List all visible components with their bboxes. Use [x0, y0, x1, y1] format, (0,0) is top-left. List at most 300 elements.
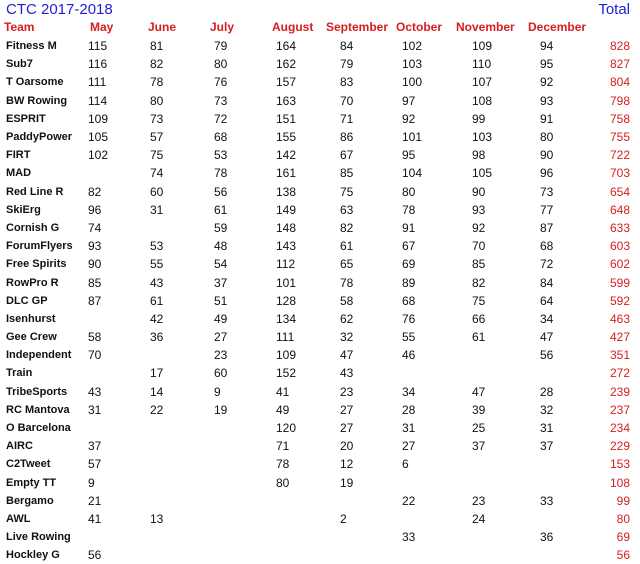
month-score: 73 — [214, 93, 228, 108]
month-score: 48 — [214, 239, 228, 254]
month-score: 82 — [150, 57, 164, 72]
header-month: June — [148, 20, 177, 34]
month-score: 116 — [88, 57, 108, 72]
month-score: 70 — [88, 348, 102, 363]
team-name: O Barcelona — [6, 422, 71, 435]
month-score: 90 — [540, 148, 554, 163]
month-score: 27 — [340, 402, 354, 417]
month-score — [456, 528, 528, 546]
month-score: 55 — [150, 257, 164, 272]
month-score — [528, 510, 588, 528]
team-name: C2Tweet — [6, 458, 51, 471]
month-score: 73 — [540, 184, 554, 199]
month-score: 104 — [402, 166, 423, 181]
month-score — [272, 510, 326, 528]
month-score: 24 — [472, 511, 486, 526]
month-score: 43 — [150, 275, 164, 290]
month-score: 75 — [150, 148, 164, 163]
month-score — [326, 492, 396, 510]
total-score: 229 — [609, 439, 630, 454]
header-month: October — [396, 20, 443, 34]
month-score: 23 — [214, 348, 228, 363]
table-row — [4, 383, 636, 401]
team-name: MAD — [6, 167, 32, 180]
month-score: 58 — [88, 330, 102, 345]
table-row — [4, 183, 636, 201]
month-score: 42 — [150, 311, 164, 326]
month-score: 56 — [88, 548, 102, 563]
table-row — [4, 237, 636, 255]
month-score: 134 — [276, 311, 297, 326]
month-score: 36 — [150, 330, 164, 345]
month-score: 105 — [472, 166, 493, 181]
team-name: Cornish G — [6, 221, 60, 234]
month-score: 86 — [340, 130, 354, 145]
month-score: 148 — [276, 220, 297, 235]
team-name: AWL — [6, 512, 31, 525]
team-name: TribeSports — [6, 385, 68, 398]
team-name: ForumFlyers — [6, 240, 73, 253]
month-score: 80 — [150, 93, 164, 108]
month-score — [456, 346, 528, 364]
header-month: November — [456, 20, 515, 34]
team-name: Empty TT — [6, 476, 57, 489]
month-score: 28 — [402, 402, 416, 417]
month-score — [210, 474, 272, 492]
month-score — [210, 455, 272, 473]
month-score — [148, 474, 210, 492]
month-score: 43 — [340, 366, 354, 381]
month-score: 27 — [340, 421, 354, 436]
month-score: 105 — [88, 130, 109, 145]
month-score: 37 — [540, 439, 554, 454]
month-score — [86, 419, 148, 437]
month-score: 73 — [150, 111, 164, 126]
month-score: 71 — [276, 439, 290, 454]
month-score: 85 — [88, 275, 102, 290]
team-name: ESPRIT — [6, 112, 46, 125]
month-score: 77 — [540, 202, 554, 217]
month-score: 110 — [472, 57, 492, 72]
table-row — [4, 401, 636, 419]
month-score: 84 — [340, 39, 354, 54]
month-score: 19 — [214, 402, 228, 417]
month-score: 87 — [88, 293, 102, 308]
month-score — [272, 528, 326, 546]
table-row — [4, 437, 636, 455]
table-row — [4, 310, 636, 328]
month-score: 20 — [340, 439, 354, 454]
table-row — [4, 492, 636, 510]
total-score: 463 — [609, 311, 630, 326]
header-row — [4, 17, 636, 37]
month-score: 109 — [472, 39, 493, 54]
month-score — [148, 437, 210, 455]
month-score: 53 — [214, 148, 228, 163]
table-row — [4, 55, 636, 73]
month-score: 27 — [402, 439, 416, 454]
header-month: August — [272, 20, 314, 34]
month-score: 93 — [472, 202, 486, 217]
month-score: 143 — [276, 239, 297, 254]
month-score: 31 — [402, 421, 416, 436]
month-score: 85 — [340, 166, 354, 181]
month-score — [210, 510, 272, 528]
team-name: Isenhurst — [6, 312, 56, 325]
month-score: 9 — [214, 384, 221, 399]
month-score — [210, 528, 272, 546]
month-score: 90 — [472, 184, 486, 199]
month-score: 91 — [402, 220, 416, 235]
team-name: Bergamo — [6, 494, 54, 507]
month-score: 27 — [214, 330, 228, 345]
month-score: 93 — [88, 239, 102, 254]
month-score: 112 — [276, 257, 296, 272]
month-score: 22 — [150, 402, 164, 417]
month-score: 23 — [472, 493, 486, 508]
table-row — [4, 455, 636, 473]
month-score: 59 — [214, 220, 228, 235]
month-score: 157 — [276, 75, 297, 90]
month-score: 102 — [88, 148, 109, 163]
month-score: 71 — [340, 111, 354, 126]
month-score: 95 — [402, 148, 416, 163]
team-name: BW Rowing — [6, 94, 68, 107]
month-score: 56 — [214, 184, 228, 199]
table-row — [4, 328, 636, 346]
month-score: 91 — [540, 111, 554, 126]
month-score: 114 — [88, 93, 108, 108]
month-score — [456, 546, 528, 564]
table-body — [4, 37, 636, 564]
month-score: 100 — [402, 75, 423, 90]
total-score: 272 — [609, 366, 630, 381]
total-score: 237 — [609, 402, 630, 417]
month-score: 120 — [276, 421, 297, 436]
team-name: Gee Crew — [6, 331, 57, 344]
total-score: 828 — [609, 39, 630, 54]
month-score: 92 — [402, 111, 416, 126]
table-row — [4, 164, 636, 182]
table-row — [4, 73, 636, 91]
month-score: 51 — [214, 293, 228, 308]
total-score: 703 — [609, 166, 630, 181]
header-month: September — [326, 20, 389, 34]
month-score: 96 — [540, 166, 554, 181]
month-score — [528, 364, 588, 382]
month-score — [148, 219, 210, 237]
month-score: 60 — [150, 184, 164, 199]
team-name: T Oarsome — [6, 76, 64, 89]
month-score: 54 — [214, 257, 228, 272]
month-score: 95 — [540, 57, 554, 72]
month-score: 17 — [150, 366, 164, 381]
month-score: 47 — [340, 348, 354, 363]
month-score: 101 — [276, 275, 297, 290]
total-column-heading: Total — [598, 1, 630, 18]
month-score: 58 — [340, 293, 354, 308]
table-row — [4, 273, 636, 291]
month-score: 37 — [472, 439, 486, 454]
month-score: 82 — [340, 220, 354, 235]
total-score: 758 — [609, 111, 630, 126]
month-score: 25 — [472, 421, 486, 436]
month-score: 36 — [540, 530, 554, 545]
month-score: 13 — [150, 511, 164, 526]
month-score: 49 — [214, 311, 228, 326]
month-score: 96 — [88, 202, 102, 217]
month-score: 80 — [540, 130, 554, 145]
total-score: 80 — [616, 511, 630, 526]
month-score: 63 — [340, 202, 354, 217]
month-score: 109 — [276, 348, 297, 363]
month-score: 74 — [150, 166, 164, 181]
month-score: 53 — [150, 239, 164, 254]
team-name: DLC GP — [6, 294, 48, 307]
team-name: Red Line R — [6, 185, 64, 198]
total-score: 798 — [609, 93, 630, 108]
month-score: 39 — [472, 402, 486, 417]
total-score: 633 — [609, 220, 630, 235]
month-score: 87 — [540, 220, 554, 235]
total-score: 108 — [609, 475, 630, 490]
header-team: Team — [4, 20, 35, 34]
month-score: 128 — [276, 293, 297, 308]
total-score: 602 — [609, 257, 630, 272]
total-score: 239 — [609, 384, 630, 399]
month-score — [86, 528, 148, 546]
team-name: RC Mantova — [6, 403, 70, 416]
month-score: 81 — [150, 39, 164, 54]
month-score: 57 — [88, 457, 102, 472]
table-row — [4, 346, 636, 364]
month-score — [396, 546, 456, 564]
standings-table — [4, 17, 636, 564]
total-score: 603 — [609, 239, 630, 254]
month-score: 67 — [340, 148, 354, 163]
month-score: 23 — [340, 384, 354, 399]
table-row — [4, 37, 636, 55]
table-row — [4, 128, 636, 146]
table-row — [4, 146, 636, 164]
month-score: 2 — [340, 511, 347, 526]
month-score: 41 — [276, 384, 290, 399]
month-score: 108 — [472, 93, 493, 108]
month-score — [210, 546, 272, 564]
month-score — [86, 364, 148, 382]
month-score: 101 — [402, 130, 423, 145]
month-score: 149 — [276, 202, 297, 217]
total-score: 722 — [609, 148, 630, 163]
month-score: 82 — [88, 184, 102, 199]
total-score: 599 — [609, 275, 630, 290]
month-score: 109 — [88, 111, 109, 126]
month-score: 12 — [340, 457, 354, 472]
month-score: 79 — [214, 39, 228, 54]
month-score — [210, 492, 272, 510]
month-score: 70 — [340, 93, 354, 108]
month-score: 34 — [540, 311, 554, 326]
month-score: 32 — [540, 402, 554, 417]
month-score — [528, 455, 588, 473]
month-score: 98 — [472, 148, 486, 163]
month-score — [148, 346, 210, 364]
month-score: 61 — [214, 202, 228, 217]
team-name: Live Rowing — [6, 531, 71, 544]
month-score: 49 — [276, 402, 290, 417]
month-score: 61 — [472, 330, 486, 345]
month-score: 62 — [340, 311, 354, 326]
team-name: Free Spirits — [6, 258, 67, 271]
month-score: 31 — [540, 421, 554, 436]
total-score: 99 — [616, 493, 630, 508]
month-score: 47 — [540, 330, 554, 345]
month-score: 93 — [540, 93, 554, 108]
table-row — [4, 292, 636, 310]
month-score: 94 — [540, 39, 554, 54]
month-score: 46 — [402, 348, 416, 363]
month-score: 152 — [276, 366, 297, 381]
month-score — [148, 455, 210, 473]
month-score: 69 — [402, 257, 416, 272]
month-score: 68 — [540, 239, 554, 254]
header-month: December — [528, 20, 587, 34]
month-score: 66 — [472, 311, 486, 326]
team-name: PaddyPower — [6, 131, 73, 144]
team-name: Hockley G — [6, 549, 60, 562]
total-score: 648 — [609, 202, 630, 217]
month-score: 33 — [402, 530, 416, 545]
month-score: 107 — [472, 75, 493, 90]
month-score: 78 — [214, 166, 228, 181]
month-score: 76 — [402, 311, 416, 326]
month-score: 80 — [214, 57, 228, 72]
month-score: 31 — [88, 402, 102, 417]
page-title: CTC 2017-2018 — [6, 1, 113, 18]
table-row — [4, 510, 636, 528]
total-score: 427 — [609, 330, 630, 345]
team-name: RowPro R — [6, 276, 59, 289]
month-score: 163 — [276, 93, 297, 108]
month-score: 75 — [340, 184, 354, 199]
month-score — [148, 546, 210, 564]
table-row — [4, 546, 636, 564]
month-score: 19 — [340, 475, 354, 490]
team-name: Fitness M — [6, 40, 57, 53]
month-score: 164 — [276, 39, 297, 54]
total-score: 69 — [616, 530, 630, 545]
month-score: 28 — [540, 384, 554, 399]
month-score: 90 — [88, 257, 102, 272]
team-name: FIRT — [6, 149, 31, 162]
month-score: 78 — [150, 75, 164, 90]
month-score: 103 — [402, 57, 423, 72]
month-score: 33 — [540, 493, 554, 508]
month-score: 61 — [150, 293, 164, 308]
header-total — [588, 17, 636, 37]
month-score: 57 — [150, 130, 164, 145]
table-row — [4, 474, 636, 492]
month-score: 72 — [214, 111, 228, 126]
total-score: 351 — [609, 348, 630, 363]
month-score — [272, 492, 326, 510]
month-score: 97 — [402, 93, 416, 108]
month-score — [86, 164, 148, 182]
table-row — [4, 528, 636, 546]
month-score: 102 — [402, 39, 423, 54]
month-score: 68 — [214, 130, 228, 145]
month-score: 56 — [540, 348, 554, 363]
month-score: 14 — [150, 384, 164, 399]
month-score: 103 — [472, 130, 493, 145]
month-score: 37 — [214, 275, 228, 290]
month-score: 162 — [276, 57, 297, 72]
month-score — [86, 310, 148, 328]
month-score — [148, 528, 210, 546]
total-score: 592 — [609, 293, 630, 308]
total-score: 755 — [609, 130, 630, 145]
month-score: 83 — [340, 75, 354, 90]
month-score: 55 — [402, 330, 416, 345]
month-score: 80 — [402, 184, 416, 199]
month-score: 22 — [402, 493, 416, 508]
month-score: 142 — [276, 148, 297, 163]
month-score: 32 — [340, 330, 354, 345]
month-score: 155 — [276, 130, 297, 145]
month-score: 92 — [540, 75, 554, 90]
month-score: 61 — [340, 239, 354, 254]
table-row — [4, 255, 636, 273]
table-row — [4, 419, 636, 437]
month-score: 65 — [340, 257, 354, 272]
month-score: 151 — [276, 111, 297, 126]
month-score — [456, 364, 528, 382]
team-name: Sub7 — [6, 58, 33, 71]
month-score: 92 — [472, 220, 486, 235]
month-score — [326, 546, 396, 564]
month-score: 111 — [276, 330, 295, 345]
month-score — [210, 419, 272, 437]
month-score: 31 — [150, 202, 164, 217]
month-score: 34 — [402, 384, 416, 399]
month-score: 60 — [214, 366, 228, 381]
table-row — [4, 364, 636, 382]
table-row — [4, 110, 636, 128]
table-row — [4, 219, 636, 237]
total-score: 804 — [609, 75, 630, 90]
total-score: 234 — [609, 421, 630, 436]
month-score: 68 — [402, 293, 416, 308]
month-score: 78 — [340, 275, 354, 290]
month-score: 85 — [472, 257, 486, 272]
month-score: 115 — [88, 39, 108, 54]
total-score: 827 — [609, 57, 630, 72]
month-score: 79 — [340, 57, 354, 72]
header-month: May — [90, 20, 114, 34]
table-row — [4, 201, 636, 219]
month-score: 99 — [472, 111, 486, 126]
month-score: 21 — [88, 493, 102, 508]
month-score — [326, 528, 396, 546]
team-name: Train — [6, 367, 33, 380]
month-score — [528, 546, 588, 564]
month-score: 111 — [88, 75, 107, 90]
month-score: 43 — [88, 384, 102, 399]
month-score — [528, 474, 588, 492]
month-score: 37 — [88, 439, 102, 454]
month-score: 9 — [88, 475, 95, 490]
month-score — [456, 474, 528, 492]
